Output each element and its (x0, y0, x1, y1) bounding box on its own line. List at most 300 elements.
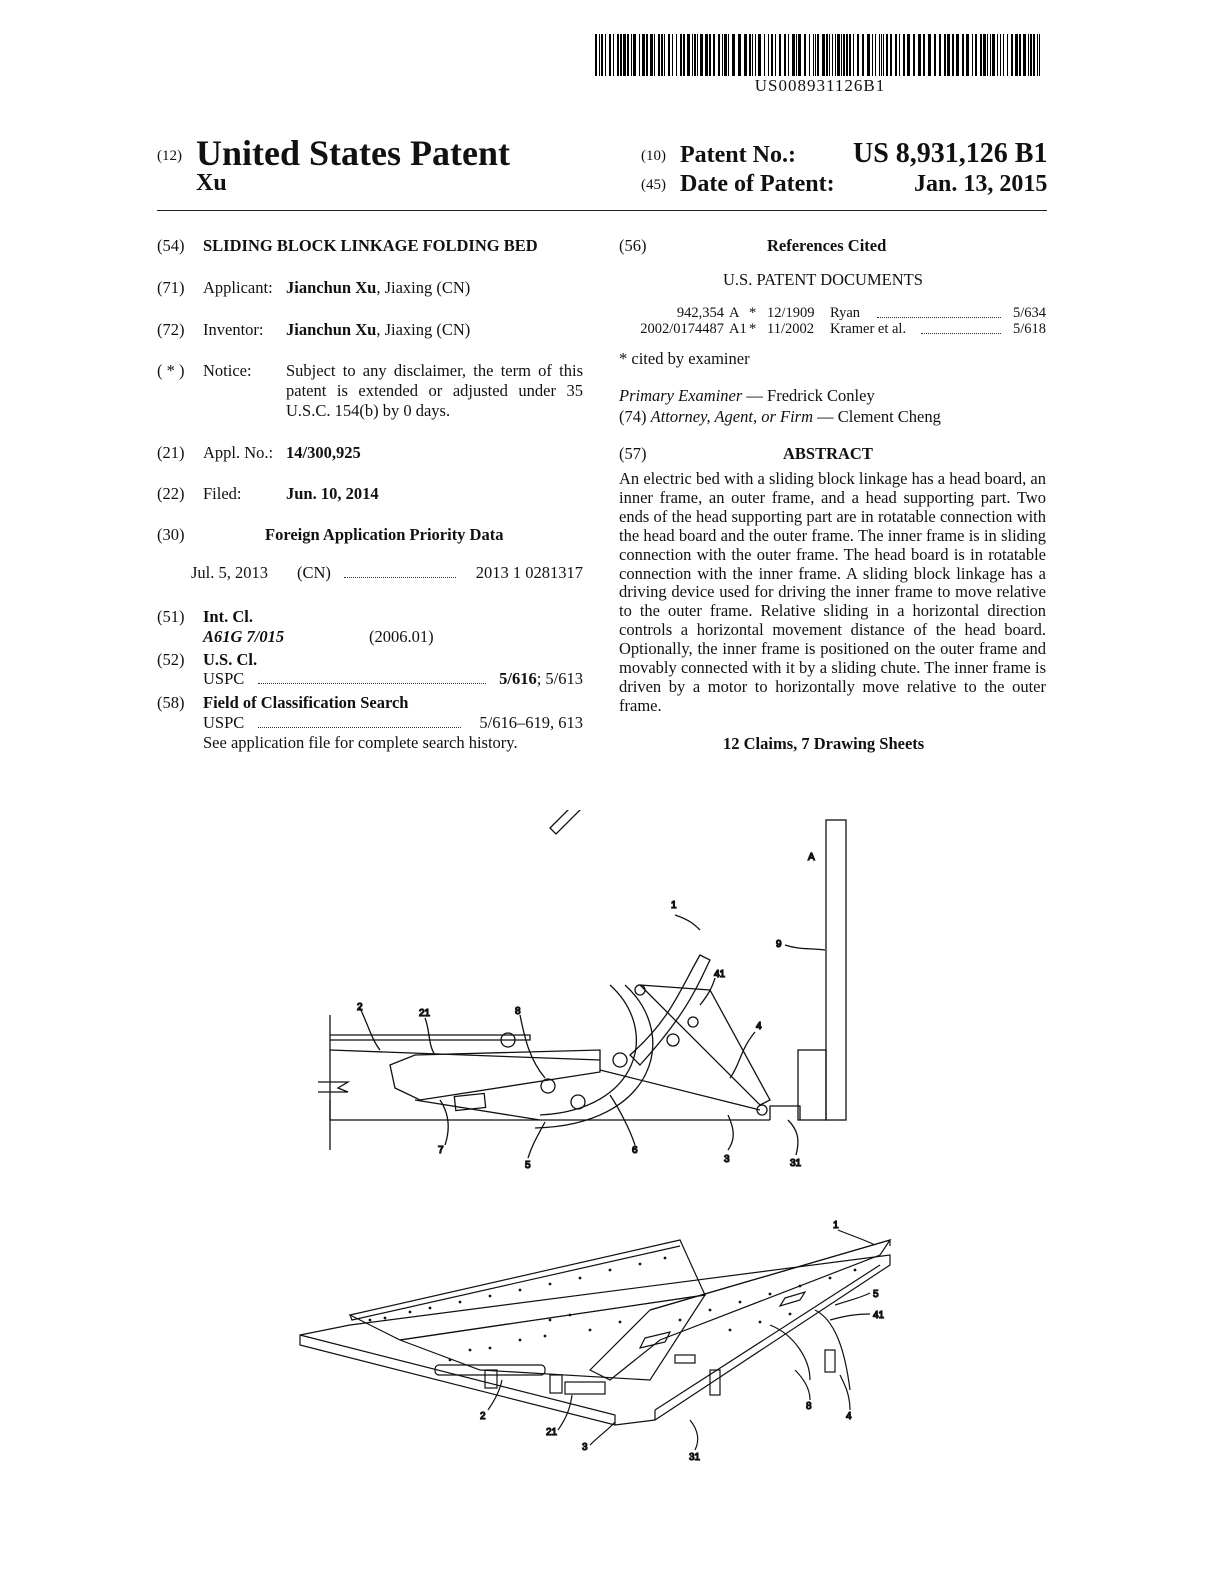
rivet-hole (469, 1349, 472, 1352)
search-field-uspc: USPC (203, 713, 245, 732)
rivet-hole (759, 1321, 762, 1324)
ref-leader (877, 305, 1001, 318)
ref-date: 11/2002 (767, 321, 814, 337)
barcode-bar (639, 34, 640, 76)
barcode-bar (903, 34, 905, 76)
barcode-bar (1028, 34, 1029, 76)
leader-41 (700, 978, 715, 1005)
fig2-label-1: 1 (833, 1220, 839, 1231)
fig2-label-5: 5 (873, 1289, 879, 1300)
barcode-bar (939, 34, 941, 76)
ref-leader (921, 321, 1001, 334)
fig2-label-41: 41 (873, 1310, 885, 1321)
outer-frame-3 (300, 1255, 890, 1425)
ref-class: 5/618 (1012, 321, 1046, 337)
leader-7 (440, 1100, 448, 1145)
end-bracket-31 (770, 1106, 800, 1120)
patent-type-title: United States Patent (196, 133, 510, 173)
barcode-bar (697, 34, 698, 76)
barcode-bar (923, 34, 925, 76)
barcode-bar (722, 34, 723, 76)
barcode-bar (997, 34, 998, 76)
leader-4 (730, 1032, 755, 1078)
barcode-bar (826, 34, 828, 76)
barcode-bar (832, 34, 833, 76)
barcode-bar (633, 34, 636, 76)
invention-title: SLIDING BLOCK LINKAGE FOLDING BED (203, 236, 538, 255)
link-8 (770, 1325, 810, 1380)
barcode-bar (881, 34, 882, 76)
references-title: References Cited (767, 236, 887, 255)
rivet-hole (769, 1293, 772, 1296)
leader-31 (690, 1420, 698, 1450)
leader-1 (838, 1230, 875, 1245)
slide-block (565, 1382, 605, 1394)
ref-number: 2002/0174487 (640, 321, 724, 337)
leader-21 (425, 1018, 435, 1055)
rivet-hole (429, 1307, 432, 1310)
rivet-hole (519, 1339, 522, 1342)
rivet-hole (609, 1269, 612, 1272)
rivet-hole (409, 1311, 412, 1314)
code-58: (58) (157, 693, 185, 712)
header-rule (157, 210, 1047, 211)
leader-41 (830, 1314, 870, 1320)
pivot (541, 1079, 555, 1093)
us-cl-label: U.S. Cl. (203, 650, 258, 669)
fig1-label-9: 9 (776, 939, 782, 950)
search-field-value: 5/616–619, 613 (479, 713, 583, 732)
pivot (688, 1017, 698, 1027)
abstract-text: An electric bed with a sliding block linkage has a head board, an inner frame, an outer frame, and a head supporting part. Two ends of the head supporting part are in rotatable connection with the head board and the outer frame. The inner frame is in sliding connection with the outer frame. The head board is in rotatable connection with the inner frame. A sliding block linkage has a driving device used for driving the inner frame to move relative to the outer frame. Relative sliding in a horizontal direction controls a horizontal movement distance of the head board. Optionally, the inner frame is positioned on the outer frame and movably connected with it by a sliding chute. The inner frame is driven by a motor to horizontally move relative to the outer frame. (619, 469, 1046, 715)
ref-kind: A (729, 305, 740, 321)
barcode-bar (654, 34, 655, 76)
rivet-hole (589, 1329, 592, 1332)
fig1-label-7: 7 (438, 1145, 444, 1156)
fig2-label-4: 4 (846, 1411, 852, 1422)
barcode-bar (661, 34, 663, 76)
primary-examiner (619, 386, 875, 405)
slider-block (454, 1093, 485, 1110)
us-cl-leader (258, 669, 486, 684)
barcode-bar (875, 34, 876, 76)
leader-9 (785, 945, 825, 950)
barcode-bar (841, 34, 842, 76)
barcode-bar (813, 34, 814, 76)
barcode-bar (952, 34, 954, 76)
barcode-bar (609, 34, 611, 76)
barcode-bar (713, 34, 715, 76)
link-arm-7 (390, 1050, 600, 1100)
barcode-bar (804, 34, 806, 76)
rivet-hole (664, 1257, 667, 1260)
barcode-bar (749, 34, 751, 76)
code-45: (45) (641, 177, 666, 193)
barcode-bar (1011, 34, 1013, 76)
barcode-bar (1030, 34, 1032, 76)
barcode-bar (990, 34, 991, 76)
priority-country: (CN) (297, 563, 331, 582)
rivet-hole (519, 1289, 522, 1292)
rivet-hole (449, 1359, 452, 1362)
pivot (571, 1095, 585, 1109)
priority-title: Foreign Application Priority Data (265, 525, 504, 544)
barcode-bar (1015, 34, 1018, 76)
support-4 (640, 985, 770, 1105)
barcode-bar (728, 34, 729, 76)
fig2-label-8: 8 (806, 1401, 812, 1412)
figure-1-side-view (300, 810, 900, 1180)
code-56: (56) (619, 236, 647, 255)
appl-no-label: Appl. No.: (203, 443, 274, 462)
barcode-bar (788, 34, 789, 76)
barcode-bar (1033, 34, 1035, 76)
barcode-bar (843, 34, 845, 76)
rivet-hole (569, 1314, 572, 1317)
barcode-bar (962, 34, 964, 76)
us-cl-row (203, 669, 583, 689)
board-cutout-2 (780, 1292, 805, 1306)
pivot (667, 1034, 679, 1046)
int-cl-class: A61G 7/015 (203, 627, 285, 646)
us-patent-docs-heading: U.S. PATENT DOCUMENTS (723, 270, 923, 289)
ref-name: Ryan (830, 305, 861, 321)
barcode-bar (1023, 34, 1026, 76)
left-board-edge (350, 1246, 680, 1320)
barcode-bar (692, 34, 693, 76)
leader-31 (788, 1120, 798, 1155)
rivet-hole (549, 1319, 552, 1322)
barcode-bar (872, 34, 873, 76)
fig1-label-A: A (808, 852, 815, 863)
barcode-bar (975, 34, 977, 76)
rivet-hole (789, 1313, 792, 1316)
barcode-bar (680, 34, 682, 76)
barcode-bar (705, 34, 708, 76)
filed-label: Filed: (203, 484, 242, 503)
rivet-hole (799, 1285, 802, 1288)
barcode-bar (605, 34, 606, 76)
barcode-bar (944, 34, 946, 76)
code-71: (71) (157, 278, 185, 297)
search-field-row (203, 713, 583, 733)
search-field-label: Field of Classification Search (203, 693, 409, 712)
code-72: (72) (157, 320, 185, 339)
priority-leader (344, 563, 456, 578)
ref-date: 12/1909 (767, 305, 815, 321)
primary-examiner-name: — Fredrick Conley (742, 386, 875, 405)
barcode-bar (758, 34, 761, 76)
fig1-label-4: 4 (756, 1021, 762, 1032)
barcode-bar (849, 34, 851, 76)
end-post (798, 1050, 826, 1120)
barcode-bar (899, 34, 900, 76)
reference-row (619, 305, 1046, 321)
curved-arm-41 (630, 955, 710, 1065)
inventor-location: , Jiaxing (CN) (376, 320, 471, 339)
diagonal-link (600, 1070, 760, 1110)
barcode-bar (934, 34, 936, 76)
applicant-label: Applicant: (203, 278, 273, 297)
barcode-bar (764, 34, 765, 76)
date-label: Date of Patent: (680, 171, 835, 197)
barcode-bar (779, 34, 781, 76)
ref-star: * (749, 321, 757, 337)
left-board-panel (350, 1240, 705, 1340)
barcode-bar (724, 34, 727, 76)
fig1-label-31: 31 (790, 1158, 802, 1169)
barcode-bar (817, 34, 819, 76)
barcode-bar (980, 34, 982, 76)
barcode-bar (837, 34, 840, 76)
barcode-bar (599, 34, 600, 76)
barcode-bar (646, 34, 648, 76)
rivet-hole (709, 1309, 712, 1312)
code-51: (51) (157, 607, 185, 626)
rivet-hole (489, 1295, 492, 1298)
rivet-hole (459, 1301, 462, 1304)
ref-star: * (749, 305, 757, 321)
appl-no-value: 14/300,925 (286, 443, 361, 462)
us-cl-uspc: USPC (203, 669, 245, 688)
rivet-hole (549, 1283, 552, 1286)
barcode-bar (907, 34, 910, 76)
barcode-bar (771, 34, 773, 76)
barcode-bar (642, 34, 645, 76)
primary-examiner-label: Primary Examiner (619, 386, 743, 405)
int-cl-label: Int. Cl. (203, 607, 253, 626)
barcode-bar (664, 34, 665, 76)
leader-1 (675, 915, 700, 930)
barcode-bar (846, 34, 848, 76)
barcode-bar (613, 34, 614, 76)
rivet-hole (489, 1347, 492, 1350)
us-cl-values (499, 669, 583, 688)
barcode-bar (918, 34, 921, 76)
notice-line-2: patent is extended or adjusted under 35 (286, 381, 583, 400)
barcode-bar (1003, 34, 1004, 76)
barcode-bar (1000, 34, 1001, 76)
inventor-label: Inventor: (203, 320, 264, 339)
ref-class: 5/634 (1012, 305, 1046, 321)
barcode-bar (862, 34, 864, 76)
barcode-bar (620, 34, 622, 76)
applicant-name: Jianchun Xu (286, 278, 377, 297)
barcode-bar (798, 34, 801, 76)
barcode-bar (627, 34, 629, 76)
barcode-bar (668, 34, 670, 76)
code-52: (52) (157, 650, 185, 669)
barcode-bar (966, 34, 969, 76)
notice-label: Notice: (203, 361, 252, 380)
barcode-bar (987, 34, 988, 76)
barcode-bar (744, 34, 747, 76)
filed-value: Jun. 10, 2014 (286, 484, 379, 503)
barcode-bar (1007, 34, 1008, 76)
head-board-1 (550, 810, 818, 834)
barcode-bar (784, 34, 786, 76)
barcode-bar (972, 34, 973, 76)
barcode-bar (718, 34, 720, 76)
lower-link (415, 1100, 540, 1120)
us-cl-rest: ; 5/613 (536, 669, 583, 688)
curved-track-inner (535, 985, 653, 1128)
rivet-hole (384, 1317, 387, 1320)
barcode-bar (895, 34, 897, 76)
barcode-number: US008931126B1 (754, 76, 886, 95)
code-57: (57) (619, 444, 647, 463)
bracket-b (550, 1375, 562, 1393)
applicant-value (286, 278, 470, 297)
applicant-location: , Jiaxing (CN) (376, 278, 471, 297)
patent-number: US 8,931,126 B1 (853, 138, 1048, 169)
bracket-a (485, 1370, 497, 1388)
pivot (635, 985, 645, 995)
rivet-hole (854, 1269, 857, 1272)
rivet-hole (639, 1263, 642, 1266)
code-54: (54) (157, 236, 185, 255)
post-b (825, 1350, 835, 1372)
barcode-bar (694, 34, 696, 76)
code-10: (10) (641, 148, 666, 164)
barcode-bar (775, 34, 776, 76)
inventor-name: Jianchun Xu (286, 320, 377, 339)
barcode-bar (796, 34, 797, 76)
rivet-hole (679, 1319, 682, 1322)
fig1-label-3: 3 (724, 1154, 730, 1165)
inventor-short: Xu (196, 170, 227, 196)
barcode-bar (829, 34, 830, 76)
barcode-bar (928, 34, 931, 76)
patent-no-label: Patent No.: (680, 142, 796, 168)
fig1-label-5: 5 (525, 1160, 531, 1171)
barcode-bar (992, 34, 995, 76)
rivet-hole (579, 1277, 582, 1280)
rivet-hole (369, 1319, 372, 1322)
priority-date: Jul. 5, 2013 (191, 563, 269, 582)
barcode-bar (755, 34, 756, 76)
barcode-bar (683, 34, 685, 76)
attorney-label: Attorney, Agent, or Firm (650, 407, 814, 426)
barcode-bar (879, 34, 880, 76)
barcode-bar (815, 34, 816, 76)
priority-number: 2013 1 0281317 (475, 563, 583, 582)
fig1-label-21: 21 (419, 1008, 431, 1019)
barcode-bar (700, 34, 703, 76)
barcode-bar (601, 34, 603, 76)
barcode-bar (809, 34, 810, 76)
rivet-hole (829, 1277, 832, 1280)
patent-date: Jan. 13, 2015 (914, 171, 1048, 197)
code-30: (30) (157, 525, 185, 544)
barcode-bar (890, 34, 892, 76)
search-field-leader (258, 713, 461, 728)
leader-2 (360, 1008, 380, 1050)
rivet-hole (739, 1301, 742, 1304)
cited-by-examiner: * cited by examiner (619, 349, 750, 368)
claims-sheets: 12 Claims, 7 Drawing Sheets (723, 734, 925, 753)
barcode-bar (835, 34, 836, 76)
fig1-label-1: 1 (671, 900, 677, 911)
ref-number: 942,354 (676, 305, 724, 321)
notice-code: ( * ) (157, 361, 185, 380)
barcode-bar (983, 34, 986, 76)
barcode-bar (947, 34, 950, 76)
ref-name: Kramer et al. (830, 321, 907, 337)
fig1-label-2: 2 (357, 1002, 363, 1013)
search-history-note: See application file for complete search history. (203, 733, 518, 752)
barcode-bar (752, 34, 753, 76)
leader-8 (520, 1015, 545, 1078)
barcode (595, 34, 1045, 76)
fig2-label-21: 21 (546, 1427, 558, 1438)
fig2-label-31: 31 (689, 1452, 701, 1463)
barcode-bar (956, 34, 959, 76)
motor-block (675, 1355, 695, 1363)
ref-kind: A1 (729, 321, 747, 337)
barcode-bar (1037, 34, 1038, 76)
barcode-bar (631, 34, 632, 76)
barcode-bar (913, 34, 915, 76)
code-12: (12) (157, 148, 182, 164)
figure-2-perspective-view (290, 1210, 910, 1470)
inventor-value (286, 320, 470, 339)
leader-3 (590, 1422, 615, 1445)
board-cutout-1 (640, 1332, 670, 1348)
us-cl-main: 5/616 (499, 669, 537, 688)
abstract-title: ABSTRACT (783, 444, 873, 463)
wall-9 (826, 820, 846, 1120)
fig1-label-8: 8 (515, 1006, 521, 1017)
leader-8 (795, 1370, 810, 1400)
reference-row (619, 321, 1046, 337)
barcode-bar (857, 34, 859, 76)
barcode-bar (1019, 34, 1021, 76)
barcode-bar (853, 34, 854, 76)
barcode-bar (867, 34, 870, 76)
barcode-bar (650, 34, 653, 76)
code-22: (22) (157, 484, 185, 503)
barcode-bar (595, 34, 597, 76)
rivet-hole (544, 1335, 547, 1338)
pivot (613, 1053, 627, 1067)
barcode-bar (709, 34, 711, 76)
references-list (619, 305, 1046, 337)
barcode-bar (676, 34, 677, 76)
barcode-bar (623, 34, 626, 76)
code-21: (21) (157, 443, 185, 462)
attorney-name: — Clement Cheng (813, 407, 941, 426)
barcode-bar (822, 34, 825, 76)
barcode-bar (886, 34, 888, 76)
barcode-bar (658, 34, 660, 76)
barcode-bar (617, 34, 619, 76)
int-cl-year: (2006.01) (369, 627, 434, 646)
code-74: (74) (619, 407, 647, 426)
barcode-bar (792, 34, 795, 76)
barcode-bar (732, 34, 735, 76)
barcode-bar (738, 34, 741, 76)
barcode-bar (1039, 34, 1040, 76)
notice-line-1: Subject to any disclaimer, the term of this (286, 361, 583, 380)
break-symbol (318, 1082, 348, 1092)
fig1-label-6: 6 (632, 1145, 638, 1156)
barcode-bar (768, 34, 769, 76)
rivet-hole (729, 1329, 732, 1332)
priority-row (191, 563, 583, 583)
fig2-label-2: 2 (480, 1411, 486, 1422)
barcode-bar (883, 34, 884, 76)
